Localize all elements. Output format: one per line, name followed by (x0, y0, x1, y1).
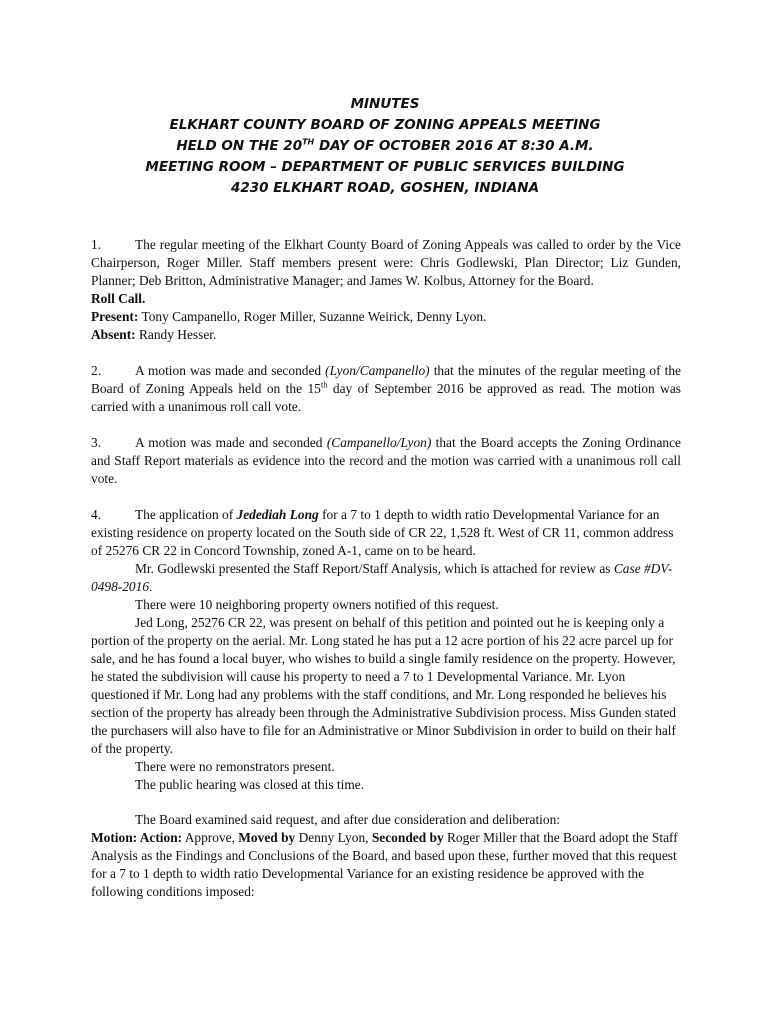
item-3-text-a: A motion was made and seconded (135, 435, 327, 450)
item-1-text: The regular meeting of the Elkhart County Board of Zoning Appeals was called to order by the Vice Chairperson, Roger Miller. Staff members present were: Chris Godlewski, Plan Director; Liz Gunden, Planner; Deb Britton, Administrative Manager; and James W. Kolbus, Attorney for the Board. (91, 237, 681, 288)
item-4-applicant: Jedediah Long (236, 507, 319, 522)
header-date-sup: TH (302, 137, 315, 147)
case-number-end: . (149, 579, 153, 594)
staff-report-paragraph (91, 560, 681, 596)
minutes-header (0, 94, 770, 199)
item-1-paragraph (91, 236, 681, 290)
header-board-name: ELKHART COUNTY BOARD OF ZONING APPEALS MEETING (169, 117, 601, 133)
header-date-post: DAY OF OCTOBER 2016 AT 8:30 A.M. (314, 138, 594, 154)
header-meeting-room: MEETING ROOM – DEPARTMENT OF PUBLIC SERVICES BUILDING (145, 159, 625, 175)
item-4-text-b: for a 7 to 1 depth to width ratio Developmental Variance for an existing residence on property located on the South side of CR 22, 1,528 ft. West of CR 11, common address of 25276 CR 22 in Concord Township, zoned A-1, came on to be heard. (91, 507, 674, 558)
item-2-text-c: day of September 2016 be approved as read. The motion was carried with a unanimous roll call vote. (91, 381, 681, 414)
item-3-text-b: that the Board accepts the Zoning Ordinance and Staff Report materials as evidence into the record and the motion was carried with a unanimous roll call vote. (91, 435, 681, 486)
item-4-paragraph (91, 506, 681, 560)
item-2-number: 2. (91, 363, 102, 378)
item-3-number: 3. (91, 435, 102, 450)
spacer (91, 416, 681, 434)
present-label: Present: (91, 309, 139, 324)
seconded-by-label: Seconded by (371, 830, 444, 845)
absent-label: Absent: (91, 327, 136, 342)
item-4-text-a: The application of (135, 507, 237, 522)
motion-action: Approve, (182, 830, 239, 845)
item-2-sup: th (320, 379, 328, 390)
roll-call-heading: Roll Call. (91, 291, 146, 306)
absent-value: Randy Hesser. (135, 327, 217, 342)
item-2-text-a: A motion was made and seconded (135, 363, 326, 378)
item-1-number: 1. (91, 237, 102, 252)
header-date-pre: HELD ON THE 20 (176, 138, 303, 154)
item-2-paragraph (91, 362, 681, 416)
item-3-movers: (Campanello/Lyon) (326, 435, 432, 450)
hearing-closed-paragraph: The public hearing was closed at this time. (135, 777, 365, 792)
remonstrators-paragraph: There were no remonstrators present. (135, 759, 335, 774)
present-value: Tony Campanello, Roger Miller, Suzanne Weirick, Denny Lyon. (138, 309, 487, 324)
spacer (91, 488, 681, 506)
header-meeting-date (0, 136, 770, 157)
item-2-movers: (Lyon/Campanello) (325, 363, 430, 378)
header-title: MINUTES (350, 96, 420, 112)
moved-by-label: Moved by (238, 830, 296, 845)
item-2-text-b: that the minutes of the regular meeting of the Board of Zoning Appeals held on the 15 (91, 363, 681, 396)
spacer (91, 344, 681, 362)
board-examined-paragraph: The Board examined said request, and after due consideration and deliberation: (135, 812, 560, 827)
item-4-number: 4. (91, 507, 102, 522)
present-line (91, 308, 681, 326)
minutes-body (91, 236, 681, 901)
spacer (91, 794, 681, 811)
item-3-paragraph (91, 434, 681, 488)
absent-line (91, 326, 681, 344)
moved-by: Denny Lyon, (295, 830, 372, 845)
header-address: 4230 ELKHART ROAD, GOSHEN, INDIANA (230, 180, 540, 196)
testimony-paragraph: Jed Long, 25276 CR 22, was present on behalf of this petition and pointed out he is keeping only a portion of the property on the aerial. Mr. Long stated he has put a 12 acre portion of his 22 acre parcel up for sale, and he has found a local buyer, who wishes to build a single family residence on the property. However, he stated the subdivision will cause his property to need a 7 to 1 Developmental Variance. Mr. Lyon questioned if Mr. Long had any problems with the staff conditions, and Mr. Long responded he believes his section of the property has already been through the Administrative Subdivision process. Miss Gunden stated the purchasers will also have to file for an Administrative or Minor Subdivision in order to build on their half of the property. (91, 615, 676, 756)
seconded-by: Roger Miller that the Board adopt the Staff Analysis as the Findings and Conclusions of the Board, and based upon these, further moved that this request for a 7 to 1 depth to width ratio Developmental Variance for an existing residence be approved with the following conditions imposed: (91, 830, 678, 899)
staff-report-text: Mr. Godlewski presented the Staff Report/Staff Analysis, which is attached for review as (135, 561, 614, 576)
motion-label: Motion: Action: (91, 830, 183, 845)
motion-paragraph (91, 829, 681, 901)
notified-paragraph: There were 10 neighboring property owners notified of this request. (135, 597, 499, 612)
case-number: Case #DV-0498-2016 (91, 561, 673, 594)
